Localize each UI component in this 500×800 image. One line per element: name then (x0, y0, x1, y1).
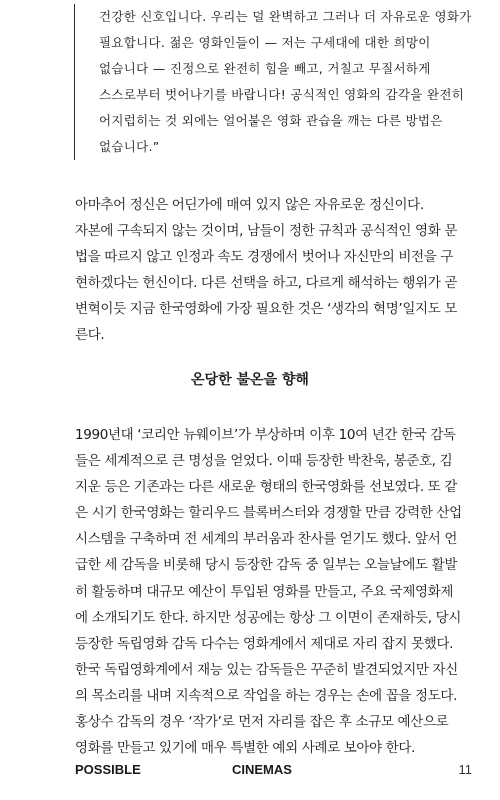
page-number: 11 (458, 762, 472, 777)
paragraph-line: 지운 등은 기존과는 다른 새로운 형태의 한국영화를 선보였다. 또 같 (75, 479, 458, 496)
paragraph-line: 영화를 만들고 있기에 매우 특별한 예외 사례로 보아야 한다. (75, 740, 416, 757)
paragraph-line: 아마추어 정신은 어딘가에 매여 있지 않은 자유로운 정신이다. (75, 197, 424, 213)
paragraph-line: 법을 따르지 않고 인정과 속도 경쟁에서 벗어나 자신만의 비전을 구 (75, 249, 454, 266)
paragraph-amateur-spirit (75, 192, 475, 349)
footer-title-middle: CINEMAS (232, 762, 292, 777)
quote-line: 필요합니다. 젊은 영화인들이 — 저는 구세대에 대한 희망이 (99, 35, 431, 50)
quote-line: 어지럽히는 것 외에는 얼어붙은 영화 관습을 깨는 다른 방법은 (99, 113, 443, 128)
paragraph-line: 들은 세계적으로 큰 명성을 얻었다. 이때 등장한 박찬욱, 봉준호, 김 (75, 453, 453, 470)
paragraph-line: 히 활동하며 대규모 예산이 투입된 영화를 만들고, 주요 국제영화제 (75, 583, 454, 600)
paragraph-line: 자본에 구속되지 않는 것이며, 남들이 정한 규칙과 공식적인 영화 문 (75, 223, 458, 240)
paragraph-line: 급한 세 감독을 비롯해 당시 등장한 감독 중 일부는 오늘날에도 활발 (75, 557, 458, 574)
quote-line: 없습니다.” (99, 139, 160, 154)
paragraph-line: 시스템을 구축하며 전 세계의 부러움과 찬사를 얻기도 했다. 앞서 언 (75, 531, 458, 548)
paragraph-line: 한국 독립영화계에서 재능 있는 감독들은 꾸준히 발견되었지만 자신 (75, 661, 458, 678)
paragraph-line: 에 소개되기도 한다. 하지만 성공에는 항상 그 이면이 존재하듯, 당시 (75, 609, 462, 626)
quote-line: 스스로부터 벗어나기를 바랍니다! 공식적인 영화의 감각을 완전히 (99, 87, 465, 102)
paragraph-line: 등장한 독립영화 감독 다수는 영화계에서 제대로 자리 잡지 못했다. (75, 635, 454, 652)
paragraph-line: 의 목소리를 내며 지속적으로 작업을 하는 경우는 손에 꼽을 정도다. (75, 687, 458, 704)
page-footer (0, 762, 500, 782)
paragraph-line: 은 시기 한국영화는 할리우드 블록버스터와 경쟁할 만큼 강력한 산업 (75, 505, 462, 522)
section-heading: 온당한 불온을 향해 (191, 372, 309, 388)
paragraph-line: 른다. (75, 327, 105, 344)
block-quote (74, 4, 472, 160)
quote-line: 없습니다 — 진정으로 완전히 힘을 빼고, 거칠고 무질서하게 (99, 61, 431, 76)
footer-title-left: POSSIBLE (75, 762, 141, 777)
paragraph-line: 현하겠다는 헌신이다. 다른 선택을 하고, 다르게 해석하는 행위가 곧 (75, 275, 458, 292)
paragraph-line: 홍상수 감독의 경우 ‘작가’로 먼저 자리를 잡은 후 소규모 예산으로 (75, 714, 449, 731)
quote-line: 건강한 신호입니다. 우리는 덜 완벽하고 그러나 더 자유로운 영화가 (99, 9, 472, 24)
paragraph-korean-cinema-history (75, 422, 475, 761)
paragraph-line: 변혁이듯 지금 한국영화에 가장 필요한 것은 ‘생각의 혁명’일지도 모 (75, 301, 458, 318)
paragraph-line: 1990년대 ‘코리안 뉴웨이브’가 부상하며 이후 10여 년간 한국 감독 (75, 427, 456, 443)
